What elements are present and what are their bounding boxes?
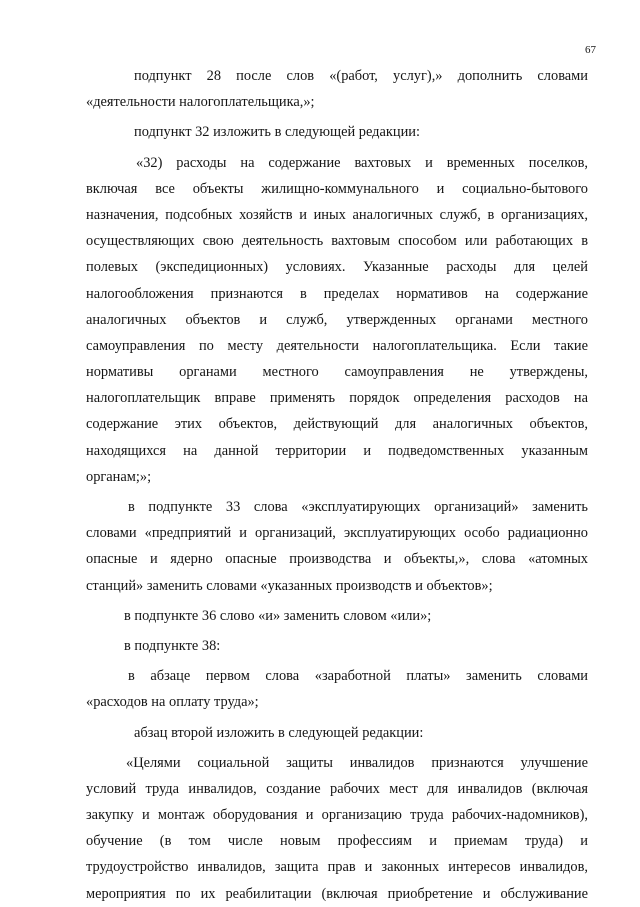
text-line: осуществляющих свою деятельность вахтовым способом или работающих в bbox=[86, 233, 588, 250]
page-number: 67 bbox=[585, 44, 596, 56]
text-line: полевых (экспедиционных) условиях. Указанные расходы для целей bbox=[86, 259, 588, 276]
text-line: в абзаце первом слова «заработной платы» заменить словами bbox=[128, 668, 588, 685]
text-line: налогоплательщик вправе применять порядок определения расходов на bbox=[86, 390, 588, 407]
text-line: содержание этих объектов, действующий для аналогичных объектов, bbox=[86, 416, 588, 433]
document-body bbox=[86, 63, 588, 907]
text-line: «деятельности налогоплательщика,»; bbox=[86, 94, 315, 111]
text-line: мероприятия по их реабилитации (включая приобретение и обслуживание bbox=[86, 885, 588, 902]
text-line: подпункт 28 после слов «(работ, услуг),» дополнить словами bbox=[134, 68, 588, 84]
text-line: подпункт 32 изложить в следующей редакции: bbox=[134, 124, 420, 141]
text-line: «Целями социальной защиты инвалидов признаются улучшение bbox=[126, 754, 588, 771]
text-line: налогообложения признаются в пределах нормативов на содержание bbox=[86, 285, 588, 302]
text-line: в подпункте 38: bbox=[124, 637, 221, 654]
text-line: органам;»; bbox=[86, 468, 152, 485]
text-line: находящихся на данной территории и подведомственных указанным bbox=[86, 442, 588, 459]
text-line: закупку и монтаж оборудования и организацию труда рабочих-надомников), bbox=[86, 807, 588, 824]
text-line: нормативы органами местного самоуправления не утверждены, bbox=[86, 364, 588, 381]
text-line: назначения, подсобных хозяйств и иных аналогичных служб, в организациях, bbox=[86, 206, 588, 223]
text-line: условий труда инвалидов, создание рабочих мест для инвалидов (включая bbox=[86, 780, 588, 797]
text-line: «расходов на оплату труда»; bbox=[86, 694, 259, 711]
text-line: опасные и ядерно опасные производства и объекты,», слова «атомных bbox=[86, 551, 588, 568]
text-line: в подпункте 33 слова «эксплуатирующих организаций» заменить bbox=[128, 499, 588, 515]
text-line: трудоустройство инвалидов, защита прав и законных интересов инвалидов, bbox=[86, 859, 588, 876]
text-line: в подпункте 36 слово «и» заменить словом «или»; bbox=[124, 607, 432, 624]
text-line: самоуправления по месту деятельности налогоплательщика. Если такие bbox=[86, 337, 588, 354]
text-line: обучение (в том числе новым профессиям и приемам труда) и bbox=[86, 833, 588, 850]
text-line: словами «предприятий и организаций, эксплуатирующих особо радиационно bbox=[86, 525, 588, 542]
text-line: аналогичных объектов и служб, утвержденных органами местного bbox=[86, 311, 588, 328]
text-line: включая все объекты жилищно-коммунального и социально-бытового bbox=[86, 180, 588, 197]
text-line: «32) расходы на содержание вахтовых и временных поселков, bbox=[136, 154, 588, 171]
text-line: абзац второй изложить в следующей редакции: bbox=[134, 724, 424, 741]
text-line: станций» заменить словами «указанных производств и объектов»; bbox=[86, 577, 493, 594]
